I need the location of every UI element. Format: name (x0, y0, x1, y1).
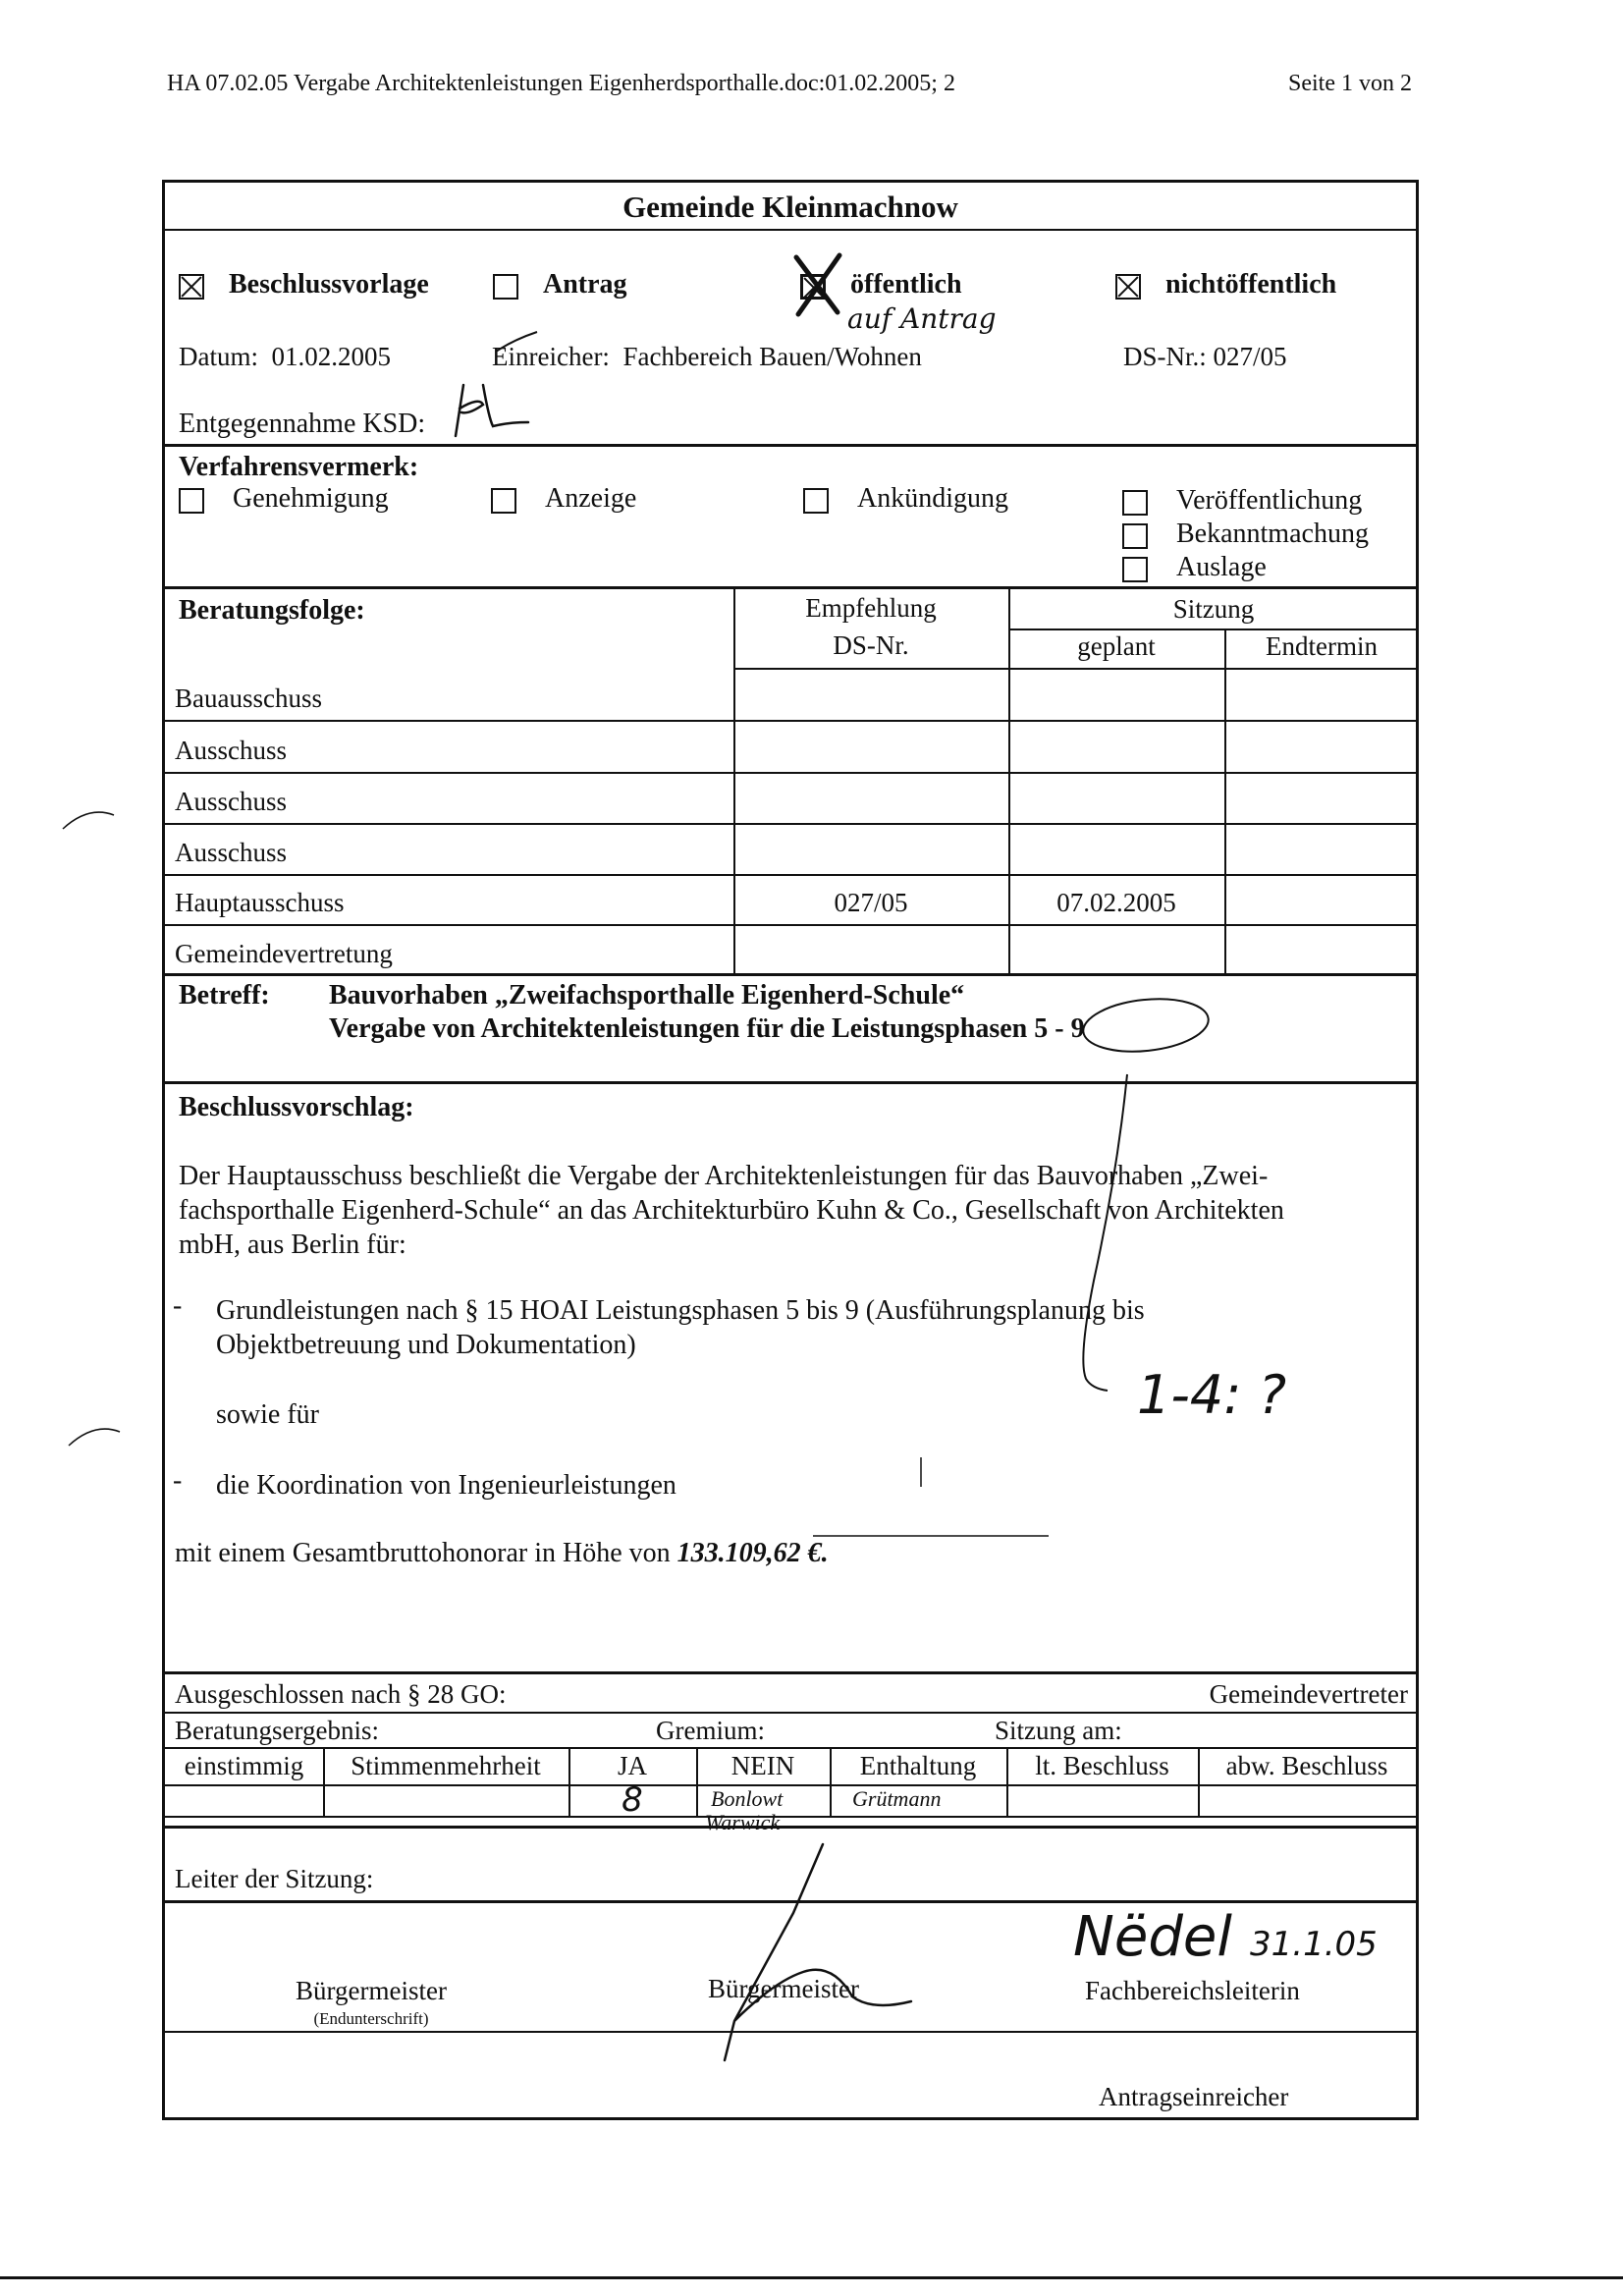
einreicher-field: Einreicher: Fachbereich Bauen/Wohnen (492, 342, 922, 371)
option-auslage[interactable]: Auslage (1122, 552, 1267, 583)
sitzung-am-label: Sitzung am: (995, 1716, 1122, 1745)
margin-mark (65, 1422, 124, 1451)
table-row-name: Hauptausschuss (175, 888, 345, 917)
handwritten-initials-ksd (450, 379, 558, 438)
table-row-name: Ausschuss (175, 736, 288, 765)
col-endtermin: Endtermin (1266, 631, 1378, 661)
gremium-label: Gremium: (656, 1716, 765, 1745)
list-item: die Koordination von Ingenieurleistungen (216, 1470, 676, 1501)
col-lt-beschluss: lt. Beschluss (1035, 1751, 1169, 1780)
checkbox-unchecked[interactable] (491, 488, 516, 514)
col-ja: JA (617, 1751, 647, 1780)
signatures-box (162, 1900, 1419, 2120)
fb-signature: Nëdel (1073, 1905, 1232, 1969)
list-bullet: - (173, 1290, 183, 1321)
list-item: Grundleistungen nach § 15 HOAI Leistungsphasen 5 bis 9 (Ausführungsplanung bis (216, 1295, 1145, 1326)
fachbereich-label: Fachbereichsleiterin (1085, 1976, 1300, 2005)
antragseinreicher-label: Antragseinreicher (1099, 2082, 1289, 2111)
datum-field: Datum: 01.02.2005 (179, 342, 391, 371)
total-line: mit einem Gesamtbruttohonorar in Höhe von 133.109,62 €. (175, 1538, 829, 1568)
scan-edge-line (0, 2276, 1623, 2279)
table-row-name: Ausschuss (175, 838, 288, 867)
svg-text:auf Antrag: auf Antrag (847, 302, 997, 335)
beratungsfolge-title: Beratungsfolge: (179, 595, 365, 626)
option-bekanntmachung[interactable]: Bekanntmachung (1122, 519, 1369, 550)
buergermeister-label: Bürgermeister (296, 1976, 447, 2005)
col-geplant: geplant (1077, 631, 1156, 661)
option-veroeffentlichung[interactable]: Veröffentlichung (1122, 485, 1362, 517)
col-stimmenmehrheit: Stimmenmehrheit (351, 1751, 541, 1780)
nein-signature: Bonlowt (711, 1786, 784, 1811)
beschluss-text-line: Der Hauptausschuss beschließt die Vergabe der Architektenleistungen für das Bauvorhaben „Zwei- (179, 1161, 1269, 1191)
col-abw-beschluss: abw. Beschluss (1225, 1751, 1388, 1780)
checkbox-checked[interactable] (179, 274, 204, 300)
option-genehmigung[interactable]: Genehmigung (179, 483, 389, 515)
beschluss-text-line: fachsporthalle Eigenherd-Schule“ an das Architekturbüro Kuhn & Co., Gesellschaft von Architekten (179, 1195, 1284, 1226)
option-oeffentlich[interactable]: öffentlich (800, 269, 962, 301)
checkbox-unchecked[interactable] (493, 274, 518, 300)
handwritten-auf-antrag (847, 299, 997, 348)
endunterschrift-label: (Endunterschrift) (313, 2009, 429, 2028)
betreff-line2: Vergabe von Architektenleistungen für die Leistungsphasen 5 - 9 (329, 1013, 1085, 1044)
leiter-label: Leiter der Sitzung: (175, 1864, 374, 1893)
sowie-text: sowie für (216, 1399, 319, 1430)
col-enthaltung: Enthaltung (859, 1751, 977, 1780)
handwritten-cross (788, 251, 847, 320)
page-number: Seite 1 von 2 (1288, 71, 1412, 96)
table-cell-ds: 027/05 (834, 888, 908, 917)
option-ankuendigung[interactable]: Ankündigung (803, 483, 1008, 515)
gemeindevertreter-label: Gemeindevertreter (1209, 1679, 1408, 1709)
fb-signature-date: 31.1.05 (1250, 1925, 1378, 1964)
checkbox-unchecked[interactable] (1122, 523, 1148, 549)
svg-text:1-4: ?: 1-4: ? (1137, 1364, 1287, 1426)
table-row-name: Ausschuss (175, 787, 288, 816)
list-item: Objektbetreuung und Dokumentation) (216, 1330, 636, 1360)
ausgeschlossen-label: Ausgeschlossen nach § 28 GO: (175, 1679, 507, 1709)
checkbox-checked[interactable] (1115, 274, 1141, 300)
option-nichtoeffentlich[interactable]: nichtöffentlich (1115, 269, 1336, 301)
checkbox-unchecked[interactable] (1122, 557, 1148, 582)
margin-mark (59, 805, 118, 835)
file-info: HA 07.02.05 Vergabe Architektenleistungen Eigenherdsporthalle.doc:01.02.2005; 2 (167, 71, 955, 96)
beratungsergebnis-label: Beratungsergebnis: (175, 1716, 379, 1745)
col-nein: NEIN (730, 1751, 795, 1780)
beschluss-text-line: mbH, aus Berlin für: (179, 1230, 406, 1260)
enthaltung-signature: Grütmann (852, 1786, 942, 1811)
col-einstimmig: einstimmig (184, 1751, 304, 1780)
municipality-title: Gemeinde Kleinmachnow (622, 190, 958, 224)
ds-number-field: DS-Nr.: 027/05 (1123, 342, 1287, 371)
beratungsfolge-table (162, 586, 1419, 976)
result-box (162, 1671, 1419, 1834)
table-row-name: Gemeindevertretung (175, 939, 393, 968)
checkbox-unchecked[interactable] (803, 488, 829, 514)
nein-signature: Warwick (705, 1810, 781, 1834)
handwritten-annotation-line (970, 1025, 1343, 1595)
buergermeister-mid-label: Bürgermeister (708, 1974, 859, 2003)
col-empfehlung: Empfehlung (805, 593, 937, 623)
option-antrag[interactable]: Antrag (493, 269, 627, 301)
beschluss-title: Beschlussvorschlag: (179, 1092, 414, 1122)
beschlussvorschlag-box (162, 1081, 1419, 1674)
table-cell-geplant: 07.02.2005 (1056, 888, 1176, 917)
handwritten-strike (494, 330, 543, 359)
betreff-label: Betreff: (179, 980, 270, 1011)
verfahrensvermerk-title: Verfahrensvermerk: (179, 452, 419, 482)
option-beschlussvorlage[interactable]: Beschlussvorlage (179, 269, 429, 301)
col-dsnr: DS-Nr. (833, 630, 909, 660)
form-header-box (162, 180, 1419, 447)
list-bullet: - (173, 1465, 183, 1496)
checkbox-unchecked[interactable] (1122, 490, 1148, 516)
verfahrensvermerk-box (162, 444, 1419, 589)
entgegennahme-label: Entgegennahme KSD: (179, 409, 426, 439)
table-row-name: Bauausschuss (175, 683, 322, 713)
ja-count: 8 (622, 1780, 643, 1820)
col-sitzung: Sitzung (1172, 594, 1255, 624)
buergermeister-signature (715, 1825, 911, 2080)
option-anzeige[interactable]: Anzeige (491, 483, 636, 515)
checkbox-unchecked[interactable] (179, 488, 204, 514)
betreff-line1: Bauvorhaben „Zweifachsporthalle Eigenherd-Schule“ (329, 980, 965, 1011)
